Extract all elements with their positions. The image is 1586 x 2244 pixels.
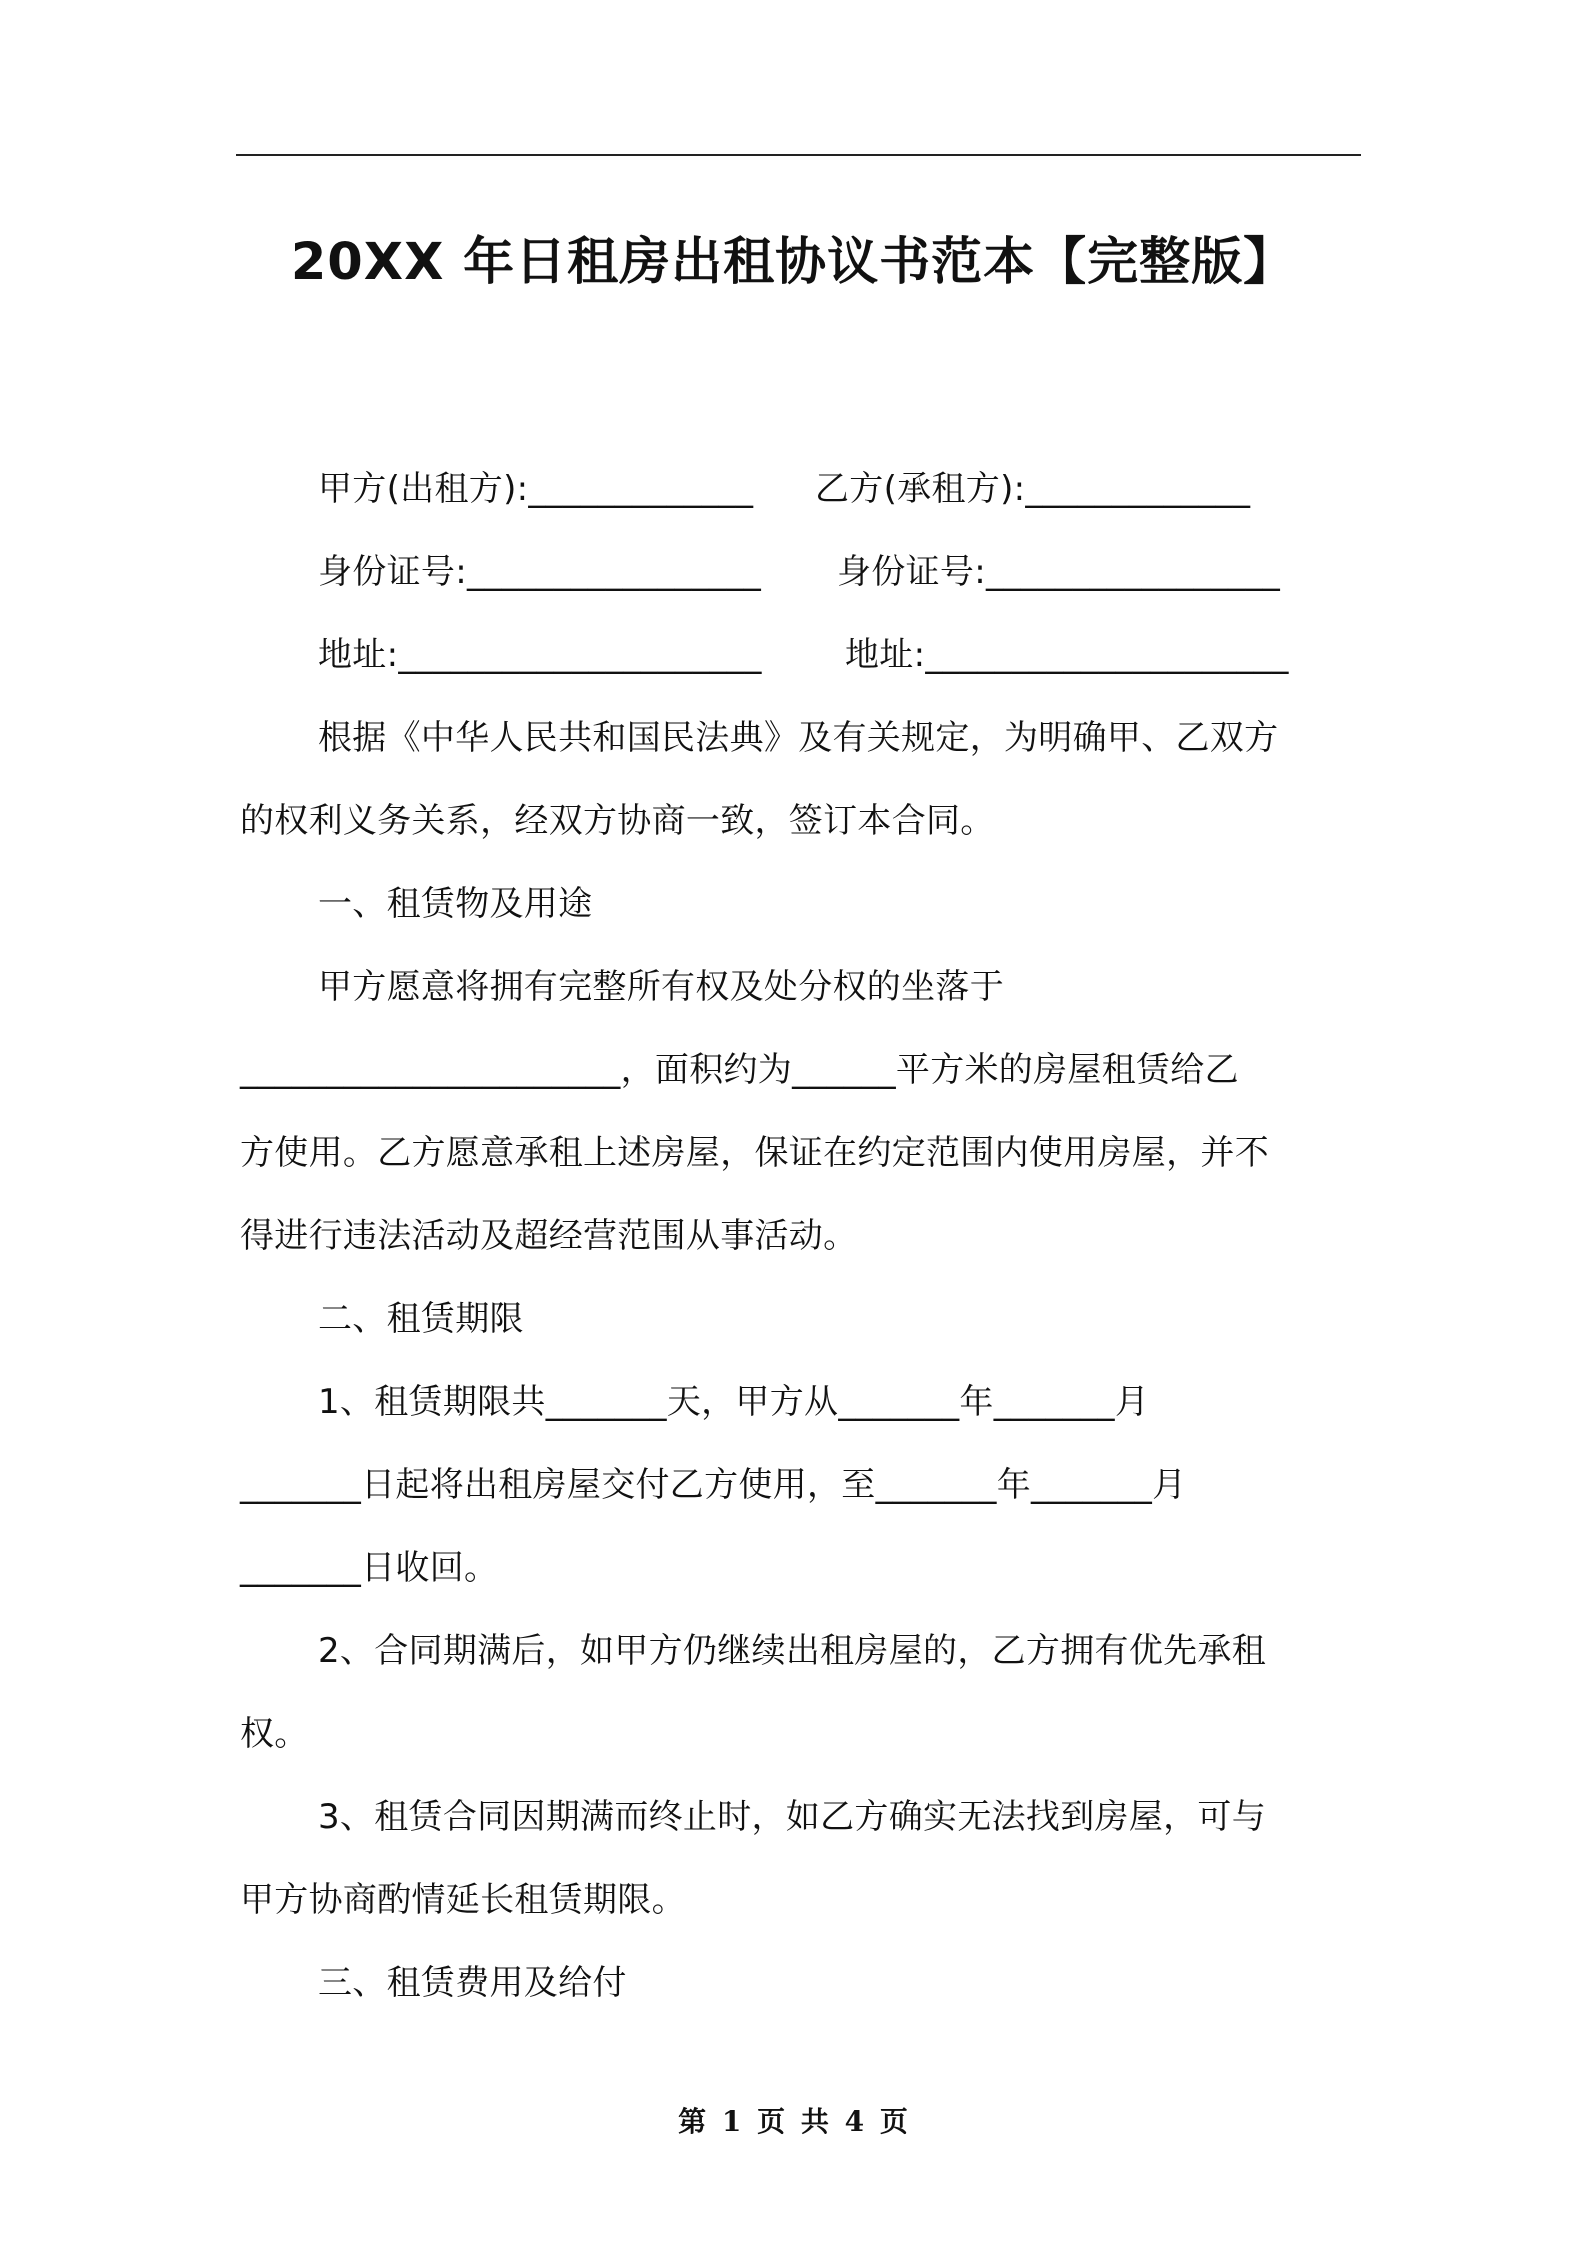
header-rule bbox=[236, 154, 1361, 156]
clause-line: _______日起将出租房屋交付乙方使用，至_______年_______月 bbox=[240, 1465, 1187, 1505]
paragraph-line: ______________________，面积约为______平方米的房屋租赁给乙 bbox=[240, 1050, 1239, 1090]
party-a-address-field: 地址:_____________________ bbox=[318, 635, 762, 675]
clause-line: 甲方协商酌情延长租赁期限。 bbox=[240, 1880, 686, 1920]
party-row-name bbox=[318, 467, 1251, 511]
party-a-field: 甲方(出租方):_____________ bbox=[318, 469, 754, 509]
clause-line: 权。 bbox=[240, 1714, 309, 1754]
party-row-address bbox=[318, 633, 1289, 677]
party-b-id-field: 身份证号:_________________ bbox=[837, 552, 1281, 592]
paragraph-line: 甲方愿意将拥有完整所有权及处分权的坐落于 bbox=[318, 967, 1004, 1007]
section-heading: 二、租赁期限 bbox=[318, 1299, 524, 1339]
intro-line: 根据《中华人民共和国民法典》及有关规定，为明确甲、乙双方 bbox=[318, 718, 1279, 758]
section-heading: 一、租赁物及用途 bbox=[318, 884, 593, 924]
clause-line: _______日收回。 bbox=[240, 1548, 499, 1588]
paragraph-line: 得进行违法活动及超经营范围从事活动。 bbox=[240, 1216, 858, 1256]
document-title: 20XX 年日租房出租协议书范本【完整版】 bbox=[290, 233, 1296, 292]
section-heading: 三、租赁费用及给付 bbox=[318, 1963, 627, 2003]
clause-line: 3、租赁合同因期满而终止时，如乙方确实无法找到房屋，可与 bbox=[318, 1797, 1267, 1837]
intro-line: 的权利义务关系，经双方协商一致，签订本合同。 bbox=[240, 801, 995, 841]
clause-line: 1、租赁期限共_______天，甲方从_______年_______月 bbox=[318, 1382, 1150, 1422]
party-b-address-field: 地址:_____________________ bbox=[845, 635, 1289, 675]
party-row-id bbox=[318, 550, 1281, 594]
party-a-id-field: 身份证号:_________________ bbox=[318, 552, 762, 592]
party-b-field: 乙方(承租方):_____________ bbox=[815, 469, 1251, 509]
page-number-footer: 第 1 页 共 4 页 bbox=[678, 2105, 908, 2138]
clause-line: 2、合同期满后，如甲方仍继续出租房屋的，乙方拥有优先承租 bbox=[318, 1631, 1267, 1671]
paragraph-line: 方使用。乙方愿意承租上述房屋，保证在约定范围内使用房屋，并不 bbox=[240, 1133, 1269, 1173]
